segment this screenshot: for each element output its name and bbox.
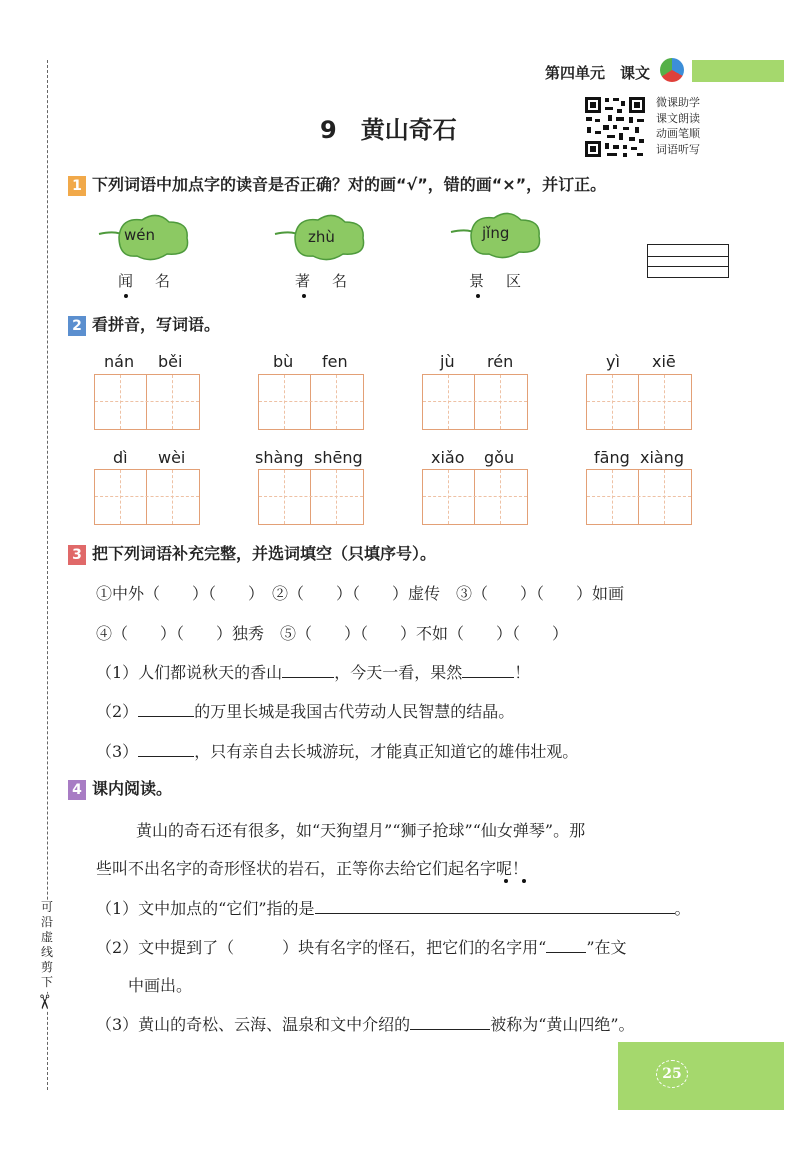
q4-s3-text: （3）黄山的奇松、云海、温泉和文中介绍的 (96, 1015, 411, 1034)
qr-note: 词语听写 (656, 142, 700, 156)
q1-pinyin: jǐng (482, 224, 510, 242)
emphasis-dot (476, 294, 480, 298)
page-number: 25 (656, 1060, 688, 1088)
q3-s1-text: ！ (514, 663, 531, 682)
q3-heading (68, 541, 436, 565)
emphasis-dot (302, 294, 306, 298)
scissors-icon: ✂ (32, 993, 57, 1011)
q3-idioms-line2: ④（ ）（ ）独秀 ⑤（ ）（ ）不如（ ）（ ） (96, 624, 569, 643)
q1-word: 著名 (295, 272, 370, 290)
q2-pinyin: nán (104, 352, 135, 371)
q3-s1-text: （1）人们都说秋天的香山 (96, 663, 283, 682)
q3-s1-text: ，今天一看，果然 (334, 663, 463, 682)
q3-s3-text: （3） (96, 742, 139, 761)
q1-pinyin: zhù (308, 228, 335, 246)
q3-s3-text: ，只有亲自去长城游玩，才能真正知道它的雄伟壮观。 (194, 742, 579, 761)
q2-pinyin: fāng (594, 448, 630, 467)
q4-question-2-cont: 中画出。 (128, 976, 193, 995)
q4-s2-text: （2）文中提到了（ ）块有名字的怪石，把它们的名字用“ (96, 938, 547, 957)
q1-pinyin: wén (124, 226, 156, 244)
q1-word: 景区 (469, 272, 544, 290)
emphasis-dot (124, 294, 128, 298)
q4-s3-text: 被称为“黄山四绝”。 (490, 1015, 635, 1034)
emphasis-dot (522, 879, 526, 883)
q2-pinyin: jù (440, 352, 455, 371)
qr-note: 课文朗读 (656, 111, 700, 125)
writing-grid[interactable] (94, 469, 200, 525)
emphasis-dot (504, 879, 508, 883)
answer-blank[interactable] (462, 677, 514, 678)
answer-blank[interactable] (138, 716, 194, 717)
q1-heading (68, 172, 606, 196)
q2-pinyin: běi (158, 352, 183, 371)
q2-pinyin: xiǎo (431, 448, 465, 467)
q4-number: 4 (68, 780, 86, 800)
writing-grid[interactable] (422, 469, 528, 525)
q4-question-3 (96, 1012, 635, 1035)
qr-note: 动画笔顺 (656, 127, 700, 140)
q2-pinyin: dì (113, 448, 128, 467)
q3-text: 把下列词语补充完整，并选词填空 (92, 544, 333, 563)
answer-blank[interactable] (546, 952, 586, 953)
answer-blank[interactable] (138, 756, 194, 757)
correction-box[interactable] (647, 244, 729, 278)
q4-question-2 (96, 935, 627, 958)
unit-label: 第四单元 课文 (545, 64, 651, 82)
q2-pinyin: gǒu (484, 448, 515, 467)
q4-passage-line1: 黄山的奇石还有很多，如“天狗望月”“狮子抢球”“仙女弹琴”。那 (136, 821, 586, 840)
q3-number: 3 (68, 545, 86, 565)
answer-blank[interactable] (315, 913, 675, 914)
q3-idioms-line1: ①中外（ ）（ ） ②（ ）（ ）虚传 ③（ ）（ ）如画 (96, 584, 625, 603)
header-bar (692, 60, 784, 82)
q4-question-1 (96, 896, 691, 919)
q1-word: 闻名 (118, 272, 193, 290)
unit-logo-icon (660, 58, 684, 82)
q1-text: 下列词语中加点字的读音是否正确？对的画“√”，错的画“×”，并订正。 (92, 175, 607, 194)
q4-s1-text: （1）文中加点的“它们”指的是 (96, 899, 315, 918)
q2-pinyin: wèi (158, 448, 186, 467)
q3-sentence-2 (96, 699, 514, 722)
writing-grid[interactable] (422, 374, 528, 430)
q4-heading (68, 776, 172, 800)
writing-grid[interactable] (94, 374, 200, 430)
q3-note: （只填序号）。 (332, 544, 437, 563)
q3-sentence-1 (96, 660, 530, 683)
q2-pinyin: fen (322, 352, 348, 371)
answer-blank[interactable] (410, 1029, 490, 1030)
q4-passage-line2: 些叫不出名字的奇形怪状的岩石，正等你去给它们起名字呢！ (96, 859, 529, 878)
qr-note: 微课助学 (656, 96, 700, 109)
q2-number: 2 (68, 316, 86, 336)
q4-s1-text: 。 (674, 899, 691, 918)
q2-pinyin: rén (487, 352, 514, 371)
q2-pinyin: shàng (255, 448, 304, 467)
qr-code-icon (583, 95, 647, 159)
q2-pinyin: bù (273, 352, 294, 371)
q2-pinyin: yì (606, 352, 620, 371)
q2-pinyin: shēng (314, 448, 363, 467)
q4-text: 课内阅读。 (92, 779, 173, 798)
writing-grid[interactable] (586, 469, 692, 525)
q1-number: 1 (68, 176, 86, 196)
q4-s2-text: ”在文 (586, 938, 627, 957)
q2-pinyin: xiē (652, 352, 676, 371)
page-title: 9 黄山奇石 (320, 116, 457, 144)
answer-blank[interactable] (282, 677, 334, 678)
writing-grid[interactable] (258, 374, 364, 430)
footer-bar (618, 1042, 784, 1110)
q3-s2-text: （2） (96, 702, 139, 721)
cut-note: 可沿虚线剪下 (40, 900, 53, 989)
q3-sentence-3 (96, 739, 578, 762)
q2-pinyin: xiàng (640, 448, 685, 467)
q2-text: 看拼音，写词语。 (92, 315, 221, 334)
writing-grid[interactable] (258, 469, 364, 525)
q3-s2-text: 的万里长城是我国古代劳动人民智慧的结晶。 (194, 702, 515, 721)
qr-notes (656, 95, 700, 157)
q2-heading (68, 312, 220, 336)
writing-grid[interactable] (586, 374, 692, 430)
